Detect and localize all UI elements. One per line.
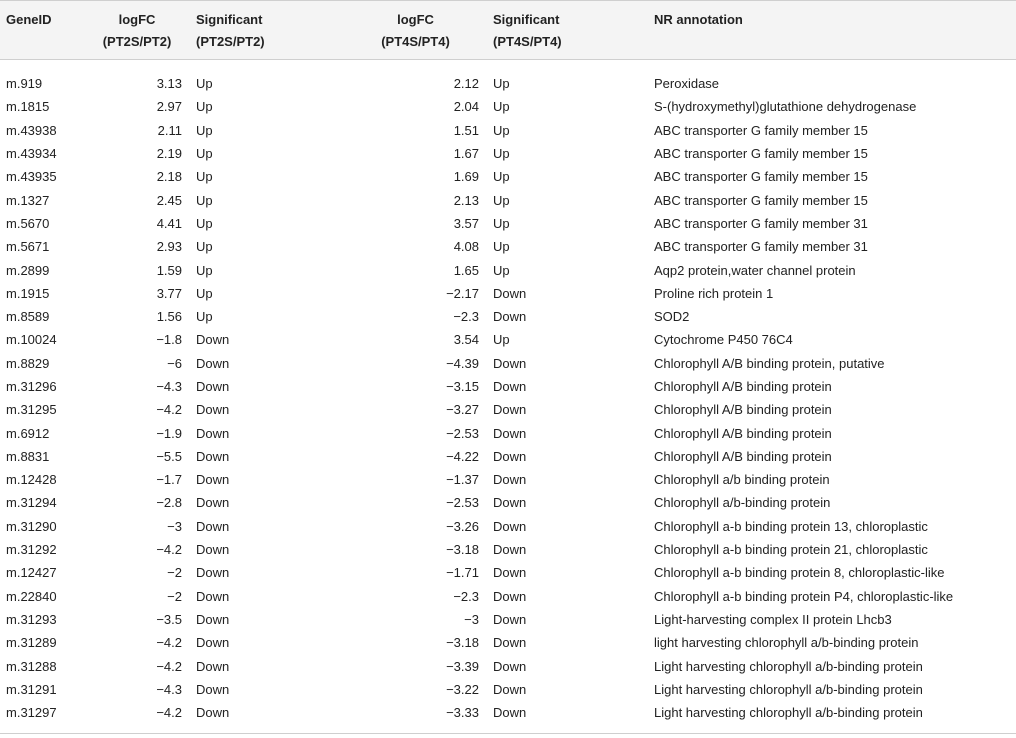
- logfc-pt4-cell: 3.57: [453, 215, 479, 231]
- logfc-pt4-cell: −3.15: [446, 379, 479, 394]
- table-row: [0, 95, 1016, 118]
- gene-id-cell: m.8831: [6, 448, 50, 464]
- table-row: [0, 515, 1016, 538]
- logfc-pt2-cell: 4.41: [156, 215, 182, 231]
- table-row: [0, 258, 1016, 281]
- gene-id-cell: m.22840: [6, 588, 57, 604]
- logfc-pt2-cell: −4.2: [156, 542, 182, 558]
- significant-pt2-cell: Down: [196, 379, 230, 394]
- header-significant-pt4-line2: (PT4S/PT4): [493, 34, 562, 49]
- significant-pt4-cell: Down: [493, 565, 527, 581]
- significant-pt2-cell: Down: [196, 542, 230, 558]
- nr-annotation-cell: Chlorophyll a/b binding protein: [654, 472, 830, 488]
- gene-id-cell: m.43934: [6, 146, 57, 162]
- gene-id-cell: m.43935: [6, 169, 57, 185]
- significant-pt2-cell: Down: [196, 565, 230, 581]
- logfc-pt2-cell: −4.2: [156, 658, 182, 674]
- header-rule: [0, 59, 1016, 60]
- logfc-pt2-cell: 3.13: [156, 76, 182, 92]
- significant-pt2-cell: Up: [196, 99, 213, 115]
- nr-annotation-cell: light harvesting chlorophyll a/b-binding protein: [654, 635, 919, 651]
- significant-pt2-cell: Down: [196, 635, 230, 651]
- nr-annotation-cell: Chlorophyll A/B binding protein: [654, 425, 832, 441]
- logfc-pt2-cell: −2: [167, 588, 182, 604]
- logfc-pt4-cell: −4.39: [446, 355, 479, 371]
- nr-annotation-cell: ABC transporter G family member 15: [654, 192, 868, 208]
- nr-annotation-cell: Chlorophyll a-b binding protein 8, chloroplastic-like: [654, 565, 945, 581]
- logfc-pt4-cell: 4.08: [453, 239, 479, 255]
- logfc-pt4-cell: 1.65: [453, 262, 479, 278]
- logfc-pt4-cell: −4.22: [446, 448, 479, 464]
- significant-pt4-cell: Up: [493, 192, 510, 208]
- nr-annotation-cell: Light harvesting chlorophyll a/b-binding protein: [654, 681, 923, 697]
- significant-pt2-cell: Up: [196, 169, 213, 185]
- header-logfc-pt2-line2: (PT2S/PT2): [102, 34, 172, 49]
- table-row: [0, 165, 1016, 188]
- logfc-pt4-cell: −3.18: [446, 542, 479, 558]
- significant-pt2-cell: Down: [196, 611, 230, 627]
- significant-pt4-cell: Up: [493, 169, 510, 185]
- logfc-pt4-cell: 2.04: [453, 99, 479, 115]
- logfc-pt4-cell: −2.53: [446, 425, 479, 441]
- significant-pt2-cell: Down: [196, 588, 230, 604]
- significant-pt2-cell: Up: [196, 239, 213, 255]
- table-row: [0, 142, 1016, 165]
- significant-pt2-cell: Down: [196, 402, 230, 418]
- gene-id-cell: m.919: [6, 76, 43, 92]
- significant-pt4-cell: Up: [493, 122, 510, 138]
- significant-pt4-cell: Down: [493, 588, 527, 604]
- table-row: [0, 119, 1016, 142]
- significant-pt2-cell: Up: [196, 122, 213, 138]
- nr-annotation-cell: ABC transporter G family member 31: [654, 215, 868, 231]
- table-row: [0, 654, 1016, 677]
- logfc-pt4-cell: −3.33: [446, 705, 479, 721]
- logfc-pt4-cell: 3.54: [453, 332, 479, 348]
- significant-pt4-cell: Up: [493, 99, 510, 115]
- significant-pt2-cell: Down: [196, 681, 230, 697]
- header-logfc-pt2: [92, 0, 182, 60]
- significant-pt4-cell: Down: [493, 681, 527, 697]
- gene-id-cell: m.31292: [6, 542, 57, 558]
- gene-id-cell: m.31294: [6, 495, 57, 511]
- gene-id-cell: m.8589: [6, 309, 50, 325]
- table-row: [0, 212, 1016, 235]
- logfc-pt2-cell: 2.45: [156, 192, 182, 208]
- significant-pt2-cell: Down: [196, 355, 230, 371]
- logfc-pt4-cell: −1.71: [446, 565, 479, 581]
- significant-pt2-cell: Down: [196, 495, 230, 511]
- logfc-pt2-cell: 2.93: [156, 239, 182, 255]
- table-row: [0, 445, 1016, 468]
- logfc-pt2-cell: 2.97: [156, 99, 182, 115]
- gene-id-cell: m.1327: [6, 192, 50, 208]
- gene-id-cell: m.31296: [6, 379, 57, 394]
- table-row: [0, 538, 1016, 561]
- logfc-pt2-cell: −1.8: [156, 332, 182, 348]
- significant-pt2-cell: Down: [196, 448, 230, 464]
- significant-pt2-cell: Up: [196, 146, 213, 162]
- header-logfc-pt4-line1: logFC: [397, 12, 434, 27]
- logfc-pt4-cell: −3.39: [446, 658, 479, 674]
- logfc-pt2-cell: −4.3: [156, 379, 182, 394]
- logfc-pt2-cell: −2: [167, 565, 182, 581]
- logfc-pt4-cell: −3.26: [446, 518, 479, 534]
- nr-annotation-cell: Chlorophyll A/B binding protein, putative: [654, 355, 885, 371]
- logfc-pt4-cell: 1.51: [453, 122, 479, 138]
- nr-annotation-cell: ABC transporter G family member 15: [654, 169, 868, 185]
- table-row: [0, 468, 1016, 491]
- header-row: [0, 0, 1016, 60]
- gene-id-cell: m.2899: [6, 262, 50, 278]
- gene-id-cell: m.31289: [6, 635, 57, 651]
- header-significant-pt4: [479, 0, 654, 60]
- significant-pt4-cell: Down: [493, 309, 527, 325]
- significant-pt2-cell: Down: [196, 332, 230, 348]
- significant-pt2-cell: Up: [196, 262, 213, 278]
- significant-pt4-cell: Down: [493, 518, 527, 534]
- gene-id-cell: m.8829: [6, 355, 50, 371]
- logfc-pt2-cell: −4.2: [156, 402, 182, 418]
- logfc-pt4-cell: −3.27: [446, 402, 479, 418]
- significant-pt4-cell: Up: [493, 239, 510, 255]
- logfc-pt2-cell: 2.11: [157, 122, 182, 138]
- table-row: [0, 631, 1016, 654]
- gene-id-cell: m.12428: [6, 472, 57, 488]
- gene-id-cell: m.1815: [6, 99, 50, 115]
- table-row: [0, 375, 1016, 398]
- table-row: [0, 72, 1016, 95]
- significant-pt4-cell: Up: [493, 332, 510, 348]
- significant-pt2-cell: Up: [196, 192, 213, 208]
- logfc-pt2-cell: 2.18: [156, 169, 182, 185]
- header-significant-pt4-line1: Significant: [493, 12, 560, 27]
- nr-annotation-cell: Light harvesting chlorophyll a/b-binding protein: [654, 658, 923, 674]
- nr-annotation-cell: Chlorophyll a-b binding protein P4, chloroplastic-like: [654, 588, 954, 604]
- logfc-pt4-cell: −1.37: [446, 472, 479, 488]
- significant-pt4-cell: Up: [493, 76, 510, 92]
- table-row: [0, 235, 1016, 258]
- gene-id-cell: m.31295: [6, 402, 57, 418]
- gene-id-cell: m.43938: [6, 122, 57, 138]
- logfc-pt2-cell: 1.56: [156, 309, 182, 325]
- nr-annotation-cell: Chlorophyll A/B binding protein: [654, 402, 832, 418]
- nr-annotation-cell: Chlorophyll a-b binding protein 21, chloroplastic: [654, 542, 928, 558]
- header-significant-pt2-line2: (PT2S/PT2): [196, 34, 265, 49]
- gene-id-cell: m.31291: [6, 681, 57, 697]
- table-row: [0, 701, 1016, 724]
- significant-pt4-cell: Down: [493, 355, 527, 371]
- logfc-pt2-cell: −4.3: [156, 681, 182, 697]
- significant-pt2-cell: Down: [196, 472, 230, 488]
- logfc-pt2-cell: −4.2: [156, 635, 182, 651]
- table-row: [0, 608, 1016, 631]
- logfc-pt4-cell: 1.67: [453, 146, 479, 162]
- significant-pt4-cell: Down: [493, 379, 527, 394]
- significant-pt4-cell: Down: [493, 658, 527, 674]
- significant-pt4-cell: Down: [493, 472, 527, 488]
- header-nr-annotation: NR annotation: [654, 12, 743, 27]
- table-row: [0, 188, 1016, 211]
- logfc-pt2-cell: −1.7: [156, 472, 182, 488]
- logfc-pt4-cell: −2.3: [453, 588, 479, 604]
- table-row: [0, 491, 1016, 514]
- gene-id-cell: m.31297: [6, 705, 57, 721]
- nr-annotation-cell: ABC transporter G family member 15: [654, 122, 868, 138]
- logfc-pt4-cell: −3.18: [446, 635, 479, 651]
- significant-pt4-cell: Down: [493, 635, 527, 651]
- logfc-pt4-cell: −3: [464, 611, 479, 627]
- nr-annotation-cell: Peroxidase: [654, 76, 720, 92]
- logfc-pt2-cell: −4.2: [156, 705, 182, 721]
- significant-pt4-cell: Down: [493, 611, 527, 627]
- significant-pt4-cell: Down: [493, 285, 527, 301]
- header-gene-id: GeneID: [6, 12, 52, 27]
- nr-annotation-cell: ABC transporter G family member 15: [654, 146, 868, 162]
- significant-pt4-cell: Down: [493, 542, 527, 558]
- significant-pt2-cell: Up: [196, 285, 213, 301]
- logfc-pt2-cell: −6: [167, 355, 182, 371]
- table-row: [0, 678, 1016, 701]
- nr-annotation-cell: Proline rich protein 1: [654, 285, 774, 301]
- table-row: [0, 352, 1016, 375]
- logfc-pt2-cell: −1.9: [156, 425, 182, 441]
- logfc-pt4-cell: −2.3: [453, 309, 479, 325]
- table-row: [0, 282, 1016, 305]
- logfc-pt4-cell: −3.22: [446, 681, 479, 697]
- logfc-pt4-cell: 1.69: [453, 169, 479, 185]
- gene-id-cell: m.31290: [6, 518, 57, 534]
- table-row: [0, 398, 1016, 421]
- significant-pt4-cell: Down: [493, 425, 527, 441]
- gene-id-cell: m.31293: [6, 611, 57, 627]
- table-row: [0, 421, 1016, 444]
- nr-annotation-cell: Chlorophyll A/B binding protein: [654, 448, 832, 464]
- logfc-pt2-cell: 3.77: [156, 285, 182, 301]
- gene-id-cell: m.31288: [6, 658, 57, 674]
- nr-annotation-cell: S-(hydroxymethyl)glutathione dehydrogenase: [654, 99, 917, 115]
- significant-pt2-cell: Down: [196, 705, 230, 721]
- significant-pt4-cell: Down: [493, 705, 527, 721]
- gene-id-cell: m.5670: [6, 215, 50, 231]
- header-logfc-pt4: [352, 0, 479, 60]
- significant-pt4-cell: Up: [493, 262, 510, 278]
- significant-pt2-cell: Up: [196, 309, 213, 325]
- logfc-pt2-cell: −3.5: [156, 611, 182, 627]
- logfc-pt2-cell: −3: [167, 518, 182, 534]
- logfc-pt4-cell: 2.13: [453, 192, 479, 208]
- gene-id-cell: m.10024: [6, 332, 57, 348]
- nr-annotation-cell: ABC transporter G family member 31: [654, 239, 868, 255]
- logfc-pt2-cell: 1.59: [156, 262, 182, 278]
- significant-pt4-cell: Down: [493, 402, 527, 418]
- significant-pt2-cell: Down: [196, 425, 230, 441]
- header-logfc-pt2-line1: logFC: [118, 12, 156, 27]
- nr-annotation-cell: Aqp2 protein,water channel protein: [654, 262, 856, 278]
- gene-id-cell: m.1915: [6, 285, 50, 301]
- significant-pt2-cell: Down: [196, 658, 230, 674]
- gene-id-cell: m.12427: [6, 565, 57, 581]
- top-rule: [0, 0, 1016, 1]
- spacer-row: [0, 60, 1016, 72]
- nr-annotation-cell: Light harvesting chlorophyll a/b-binding protein: [654, 705, 923, 721]
- table-body: [0, 60, 1016, 724]
- logfc-pt2-cell: 2.19: [156, 146, 182, 162]
- table-row: [0, 561, 1016, 584]
- significant-pt2-cell: Up: [196, 215, 213, 231]
- nr-annotation-cell: Chlorophyll a-b binding protein 13, chloroplastic: [654, 518, 928, 534]
- significant-pt4-cell: Down: [493, 448, 527, 464]
- significant-pt2-cell: Up: [196, 76, 213, 92]
- header-significant-pt2: [182, 0, 352, 60]
- nr-annotation-cell: SOD2: [654, 309, 690, 325]
- significant-pt4-cell: Up: [493, 146, 510, 162]
- gene-id-cell: m.6912: [6, 425, 50, 441]
- nr-annotation-cell: Chlorophyll A/B binding protein: [654, 379, 832, 394]
- significant-pt4-cell: Down: [493, 495, 527, 511]
- nr-annotation-cell: Cytochrome P450 76C4: [654, 332, 793, 348]
- nr-annotation-cell: Light-harvesting complex II protein Lhcb3: [654, 611, 892, 627]
- logfc-pt4-cell: −2.17: [446, 285, 479, 301]
- table-row: [0, 305, 1016, 328]
- header-significant-pt2-line1: Significant: [196, 12, 263, 27]
- table-row: [0, 585, 1016, 608]
- logfc-pt4-cell: −2.53: [446, 495, 479, 511]
- significant-pt2-cell: Down: [196, 518, 230, 534]
- table-row: [0, 328, 1016, 351]
- header-logfc-pt4-line2: (PT4S/PT4): [381, 34, 450, 49]
- logfc-pt2-cell: −2.8: [156, 495, 182, 511]
- nr-annotation-cell: Chlorophyll a/b-binding protein: [654, 495, 831, 511]
- significant-pt4-cell: Up: [493, 215, 510, 231]
- logfc-pt4-cell: 2.12: [453, 76, 479, 92]
- gene-id-cell: m.5671: [6, 239, 50, 255]
- bottom-rule: [0, 733, 1016, 734]
- logfc-pt2-cell: −5.5: [156, 448, 182, 464]
